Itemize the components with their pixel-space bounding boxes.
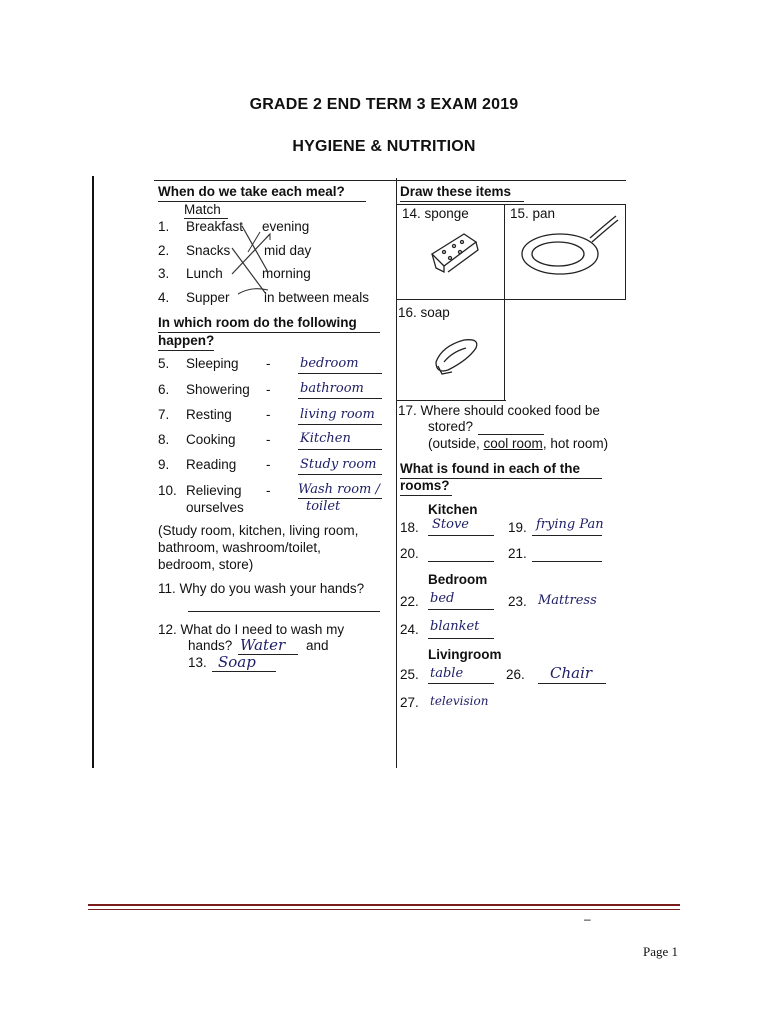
match-label: Match xyxy=(184,202,221,217)
room-dash: - xyxy=(266,457,271,472)
match-line xyxy=(248,232,260,252)
q22-label: 22. xyxy=(400,594,419,609)
q13-label: 13. xyxy=(188,655,207,670)
found-heading-2: rooms? xyxy=(400,478,450,493)
options-text: bedroom, store) xyxy=(158,557,254,572)
soap-drawing xyxy=(436,340,477,374)
kitchen-label: Kitchen xyxy=(428,502,478,517)
relieving-line-2: ourselves xyxy=(186,500,244,515)
room-dash: - xyxy=(266,356,271,371)
q12-answer: Water xyxy=(240,636,286,654)
match-line xyxy=(232,248,266,294)
match-meal: Breakfast xyxy=(186,219,244,234)
scanned-worksheet xyxy=(92,176,626,768)
match-meal: Supper xyxy=(186,290,230,305)
match-line xyxy=(242,226,268,272)
meal-heading: When do we take each meal? xyxy=(158,184,345,199)
question-12: 12. What do I need to wash my xyxy=(158,622,345,637)
match-arrow xyxy=(266,234,270,240)
q24-label: 24. xyxy=(400,622,419,637)
and-text: and xyxy=(306,638,329,653)
room-heading: In which room do the following xyxy=(158,315,357,330)
handwriting-drawings xyxy=(92,176,626,768)
match-num: 1. xyxy=(158,219,170,234)
match-line xyxy=(232,234,270,274)
room-answer: Wash room / xyxy=(298,482,380,497)
footer-dash: – xyxy=(584,912,591,926)
q25-answer: table xyxy=(430,666,464,681)
room-answer: Kitchen xyxy=(300,431,351,446)
q24-answer: blanket xyxy=(430,619,480,634)
q16-label: 16. soap xyxy=(398,305,450,320)
q23-label: 23. xyxy=(508,594,527,609)
q18-label: 18. xyxy=(400,520,419,535)
q26-answer: Chair xyxy=(550,664,593,682)
question-17: 17. Where should cooked food be xyxy=(398,403,600,418)
room-dash: - xyxy=(266,432,271,447)
q19-label: 19. xyxy=(508,520,527,535)
room-answer: bathroom xyxy=(300,381,364,396)
option-text: , hot room) xyxy=(542,436,609,451)
options-text: bathroom, washroom/toilet, xyxy=(158,540,321,555)
match-num: 4. xyxy=(158,290,170,305)
room-answer-2: toilet xyxy=(306,499,341,514)
room-activity: Relieving xyxy=(186,483,242,498)
room-answer: living room xyxy=(300,407,375,422)
question-11: 11. Why do you wash your hands? xyxy=(158,581,365,596)
q14-label: 14. sponge xyxy=(402,206,469,221)
room-heading-2: happen? xyxy=(158,333,215,348)
room-activity: Showering xyxy=(186,382,250,397)
q27-answer: television xyxy=(430,694,489,708)
q25-label: 25. xyxy=(400,667,419,682)
room-num: 6. xyxy=(158,382,170,397)
room-dash: - xyxy=(266,382,271,397)
room-activity: Reading xyxy=(186,457,237,472)
pan-drawing xyxy=(522,216,618,274)
question-12-line-2: hands? xyxy=(188,638,233,653)
room-activity: Resting xyxy=(186,407,232,422)
question-17-line-2: stored? xyxy=(428,419,474,434)
room-num: 7. xyxy=(158,407,170,422)
option-cool-room: cool room xyxy=(483,436,543,451)
q13-answer: Soap xyxy=(218,653,256,671)
room-activity: Sleeping xyxy=(186,356,239,371)
room-dash: - xyxy=(266,407,271,422)
q21-label: 21. xyxy=(508,546,527,561)
q20-label: 20. xyxy=(400,546,419,561)
match-time: in between meals xyxy=(264,290,370,305)
options-text: (Study room, kitchen, living room, xyxy=(158,523,359,538)
match-num: 3. xyxy=(158,266,170,281)
room-answer: Study room xyxy=(300,457,377,472)
match-line xyxy=(234,294,272,298)
bedroom-label: Bedroom xyxy=(428,572,488,587)
q18-answer: Stove xyxy=(432,517,469,532)
q15-label: 15. pan xyxy=(510,206,556,221)
q22-answer: bed xyxy=(430,591,455,606)
q23-answer: Mattress xyxy=(538,593,597,608)
option-text: (outside, xyxy=(428,436,484,451)
q19-answer: frying Pan xyxy=(536,517,604,532)
found-heading: What is found in each of the xyxy=(400,461,580,476)
page-title: GRADE 2 END TERM 3 EXAM 2019 xyxy=(249,96,519,113)
room-activity: Cooking xyxy=(186,432,236,447)
match-meal: Snacks xyxy=(186,243,231,258)
room-num: 5. xyxy=(158,356,170,371)
sponge-drawing xyxy=(432,234,478,272)
livingroom-label: Livingroom xyxy=(428,647,502,662)
match-time: morning xyxy=(262,266,311,281)
room-num: 10. xyxy=(158,483,177,498)
footer-rule-thin xyxy=(88,909,680,910)
match-num: 2. xyxy=(158,243,170,258)
footer-rule xyxy=(88,904,680,906)
page-number: Page 1 xyxy=(642,944,678,959)
match-time: mid day xyxy=(264,243,312,258)
room-num: 9. xyxy=(158,457,170,472)
room-answer: bedroom xyxy=(300,356,359,371)
room-dash: - xyxy=(266,483,271,498)
match-meal: Lunch xyxy=(186,266,223,281)
match-time: evening xyxy=(262,219,310,234)
room-num: 8. xyxy=(158,432,170,447)
page-subtitle: HYGIENE & NUTRITION xyxy=(292,138,476,155)
q27-label: 27. xyxy=(400,695,419,710)
draw-heading: Draw these items xyxy=(400,184,512,199)
q26-label: 26. xyxy=(506,667,525,682)
